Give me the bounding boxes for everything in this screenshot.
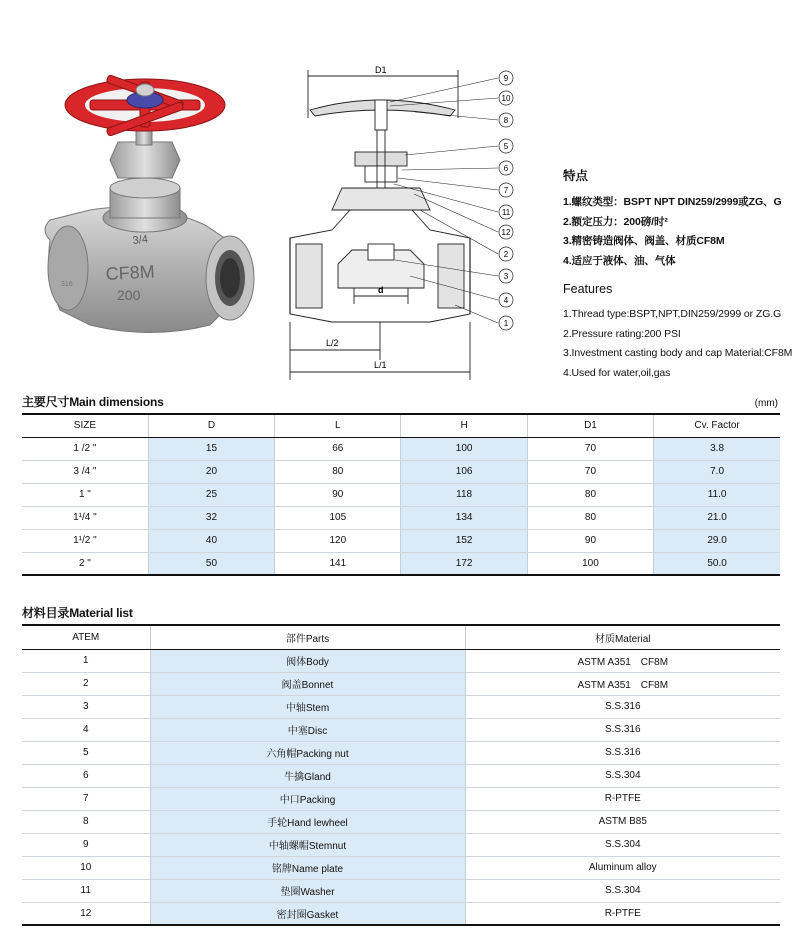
- table-row: [22, 483, 780, 506]
- dimensions-unit: (mm): [754, 398, 778, 409]
- cell-part: 中轴螺帽Stemnut: [150, 833, 465, 856]
- cell-atem: 9: [22, 833, 150, 856]
- callout-3: 3: [503, 272, 509, 281]
- cell-part: 阀盖Bonnet: [150, 672, 465, 695]
- table-row: [22, 672, 780, 695]
- cell-part: 中轴Stem: [150, 695, 465, 718]
- cell-h: 172: [401, 552, 527, 575]
- cell-part: 铭牌Name plate: [150, 856, 465, 879]
- cell-d1: 70: [527, 437, 653, 460]
- cell-d: 32: [148, 506, 274, 529]
- cell-part: 六角帽Packing nut: [150, 741, 465, 764]
- marking-pressure: 200: [117, 287, 141, 303]
- cell-d1: 100: [527, 552, 653, 575]
- header-cv: Cv. Factor: [654, 414, 780, 437]
- cell-atem: 3: [22, 695, 150, 718]
- header-atem: ATEM: [22, 625, 150, 649]
- table-row: [22, 879, 780, 902]
- table-header-row: [22, 414, 780, 437]
- feature-en-3: 3.Investment casting body and cap Material:CF8M: [563, 347, 793, 359]
- header-h: H: [401, 414, 527, 437]
- callout-2: 2: [503, 250, 509, 259]
- cell-part: 阀体Body: [150, 649, 465, 672]
- table-row: [22, 741, 780, 764]
- dimensions-table: [22, 413, 780, 576]
- cell-material: ASTM A351 CF8M: [465, 649, 780, 672]
- table-row: [22, 902, 780, 925]
- header-l: L: [275, 414, 401, 437]
- cell-atem: 5: [22, 741, 150, 764]
- cell-h: 152: [401, 529, 527, 552]
- cell-material: S.S.304: [465, 879, 780, 902]
- cell-cv: 29.0: [654, 529, 780, 552]
- header-d1: D1: [527, 414, 653, 437]
- header-parts: 部件Parts: [150, 625, 465, 649]
- cell-material: ASTM A351 CF8M: [465, 672, 780, 695]
- cell-atem: 11: [22, 879, 150, 902]
- cell-l: 66: [275, 437, 401, 460]
- cell-atem: 6: [22, 764, 150, 787]
- product-header: [0, 0, 800, 390]
- header-d: D: [148, 414, 274, 437]
- cell-material: ASTM B85: [465, 810, 780, 833]
- feature-cn-4: 4.适应于液体、油、气体: [563, 254, 676, 267]
- callout-1: 1: [503, 319, 509, 328]
- cell-size: 1 ": [22, 483, 148, 506]
- cell-atem: 12: [80, 907, 92, 919]
- marking-size: 3/4: [132, 233, 149, 247]
- table-header-row: [22, 625, 780, 649]
- cell-material: S.S.316: [465, 741, 780, 764]
- feature-cn-2: 2.额定压力：200磅/时²: [563, 215, 668, 228]
- callout-8: 8: [503, 116, 509, 125]
- features-en-title: Features: [563, 282, 613, 296]
- table-row: [22, 437, 780, 460]
- cell-material: S.S.316: [465, 718, 780, 741]
- cell-part: 手轮Hand lewheel: [150, 810, 465, 833]
- cell-material: Aluminum alloy: [465, 856, 780, 879]
- marking-side: 316: [61, 281, 73, 288]
- cell-atem: 8: [22, 810, 150, 833]
- header-material: 材质Material: [465, 625, 780, 649]
- cell-cv: 7.0: [654, 460, 780, 483]
- cell-size: 2 ": [78, 557, 91, 569]
- feature-cn-3: 3.精密铸造阀体、阀盖、材质CF8M: [563, 235, 725, 247]
- cell-size: 3 /4 ": [22, 460, 148, 483]
- table-row: [22, 856, 780, 879]
- table-row: [22, 787, 780, 810]
- cell-material: R-PTFE: [465, 902, 780, 925]
- cell-cv: 11.0: [654, 483, 780, 506]
- dim-d1: D1: [375, 65, 387, 75]
- cell-d: 40: [148, 529, 274, 552]
- table-row: [22, 833, 780, 856]
- cell-part: 垫圈Washer: [150, 879, 465, 902]
- cell-part: 中口Packing: [150, 787, 465, 810]
- cell-material: S.S.304: [465, 833, 780, 856]
- callout-9: 9: [503, 74, 509, 83]
- feature-en-1: 1.Thread type:BSPT,NPT,DIN259/2999 or ZG.G: [563, 308, 782, 320]
- cell-material: S.S.316: [465, 695, 780, 718]
- cell-size: 1¹/4 ": [22, 506, 148, 529]
- cell-cv: 21.0: [654, 506, 780, 529]
- cell-d1: 90: [527, 529, 653, 552]
- cell-d1: 80: [527, 506, 653, 529]
- cell-h: 134: [401, 506, 527, 529]
- cell-d: 15: [148, 437, 274, 460]
- table-row: [22, 529, 780, 552]
- cell-atem: 1: [22, 649, 150, 672]
- callout-4: 4: [503, 296, 509, 305]
- materials-table: [22, 624, 780, 926]
- dim-l2: L/2: [326, 338, 339, 348]
- features-cn-title: 特点: [563, 169, 589, 183]
- callout-6: 6: [503, 164, 509, 173]
- callout-11: 11: [501, 208, 511, 217]
- dim-d: d: [378, 285, 384, 295]
- header-size: SIZE: [22, 414, 148, 437]
- callout-5: 5: [503, 142, 509, 151]
- cell-part: 牛擒Gland: [150, 764, 465, 787]
- table-row: [22, 506, 780, 529]
- cell-l: 105: [275, 506, 401, 529]
- cell-l: 141: [275, 552, 401, 575]
- table-row: [22, 649, 780, 672]
- table-row: [22, 810, 780, 833]
- marking-material: CF8M: [105, 261, 156, 284]
- cell-h: 106: [401, 460, 527, 483]
- cell-d: 50: [148, 552, 274, 575]
- cell-material: R-PTFE: [465, 787, 780, 810]
- feature-en-2: 2.Pressure rating:200 PSI: [563, 327, 681, 340]
- table-row: [22, 718, 780, 741]
- cell-part: 中塞Disc: [150, 718, 465, 741]
- table-row: [22, 460, 780, 483]
- cell-l: 90: [275, 483, 401, 506]
- dimensions-title: 主要尺寸Main dimensions: [22, 395, 164, 409]
- feature-en-4: 4.Used for water,oil,gas: [563, 366, 671, 379]
- cell-h: 118: [401, 483, 527, 506]
- cell-size: 1¹/2 ": [22, 529, 148, 552]
- cell-l: 80: [275, 460, 401, 483]
- valve-photo: [30, 60, 260, 350]
- table-row: [22, 695, 780, 718]
- features-panel: [563, 166, 798, 383]
- cell-atem: 4: [22, 718, 150, 741]
- cell-material: S.S.304: [465, 764, 780, 787]
- table-row: [22, 764, 780, 787]
- cell-atem: 7: [22, 787, 150, 810]
- cell-d1: 80: [527, 483, 653, 506]
- cell-atem: 2: [22, 672, 150, 695]
- cell-l: 120: [275, 529, 401, 552]
- callout-12: 12: [501, 228, 511, 237]
- dim-l1: L/1: [374, 360, 387, 370]
- valve-drawing: [280, 60, 530, 380]
- cell-part: 密封圈Gasket: [150, 902, 465, 925]
- cell-d: 25: [148, 483, 274, 506]
- cell-d: 20: [148, 460, 274, 483]
- materials-title: 材料目录Material list: [22, 606, 133, 620]
- cell-atem: 10: [22, 856, 150, 879]
- cell-d1: 70: [527, 460, 653, 483]
- callout-10: 10: [501, 94, 511, 103]
- table-row: [22, 552, 780, 575]
- cell-cv: 3.8: [654, 437, 780, 460]
- cell-cv: 50.0: [654, 552, 780, 575]
- callout-7: 7: [503, 186, 509, 195]
- callouts: [499, 71, 513, 330]
- feature-cn-1: 1.螺纹类型：BSPT NPT DIN259/2999或ZG、G: [563, 196, 782, 208]
- cell-size: 1 /2 ": [22, 437, 148, 460]
- cell-h: 100: [401, 437, 527, 460]
